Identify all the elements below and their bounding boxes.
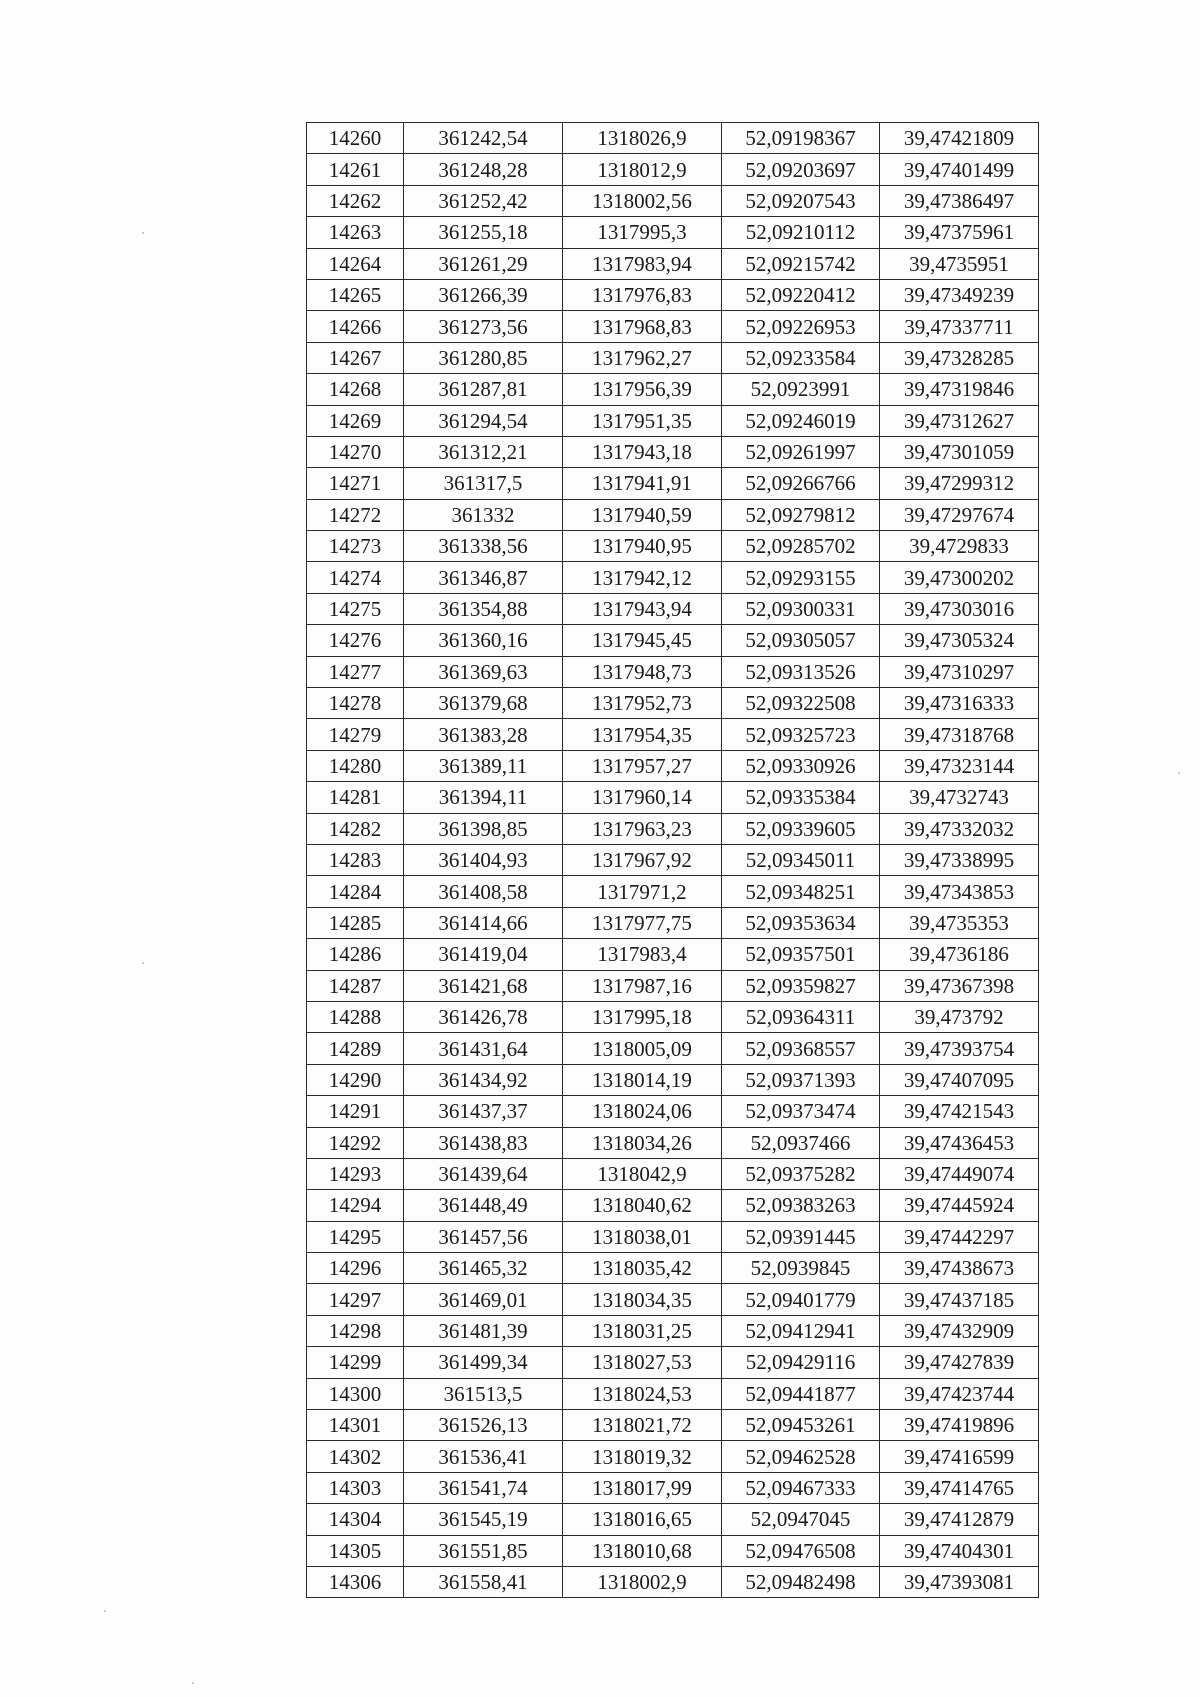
longitude-cell: 39,4736186 xyxy=(880,939,1039,970)
x-coordinate-cell: 361439,64 xyxy=(404,1158,563,1189)
longitude-cell: 39,47300202 xyxy=(880,562,1039,593)
table-row xyxy=(307,311,1039,342)
y-coordinate-cell: 1317940,95 xyxy=(563,531,722,562)
longitude-cell: 39,47442297 xyxy=(880,1221,1039,1252)
longitude-cell: 39,47323144 xyxy=(880,750,1039,781)
point-number-cell: 14292 xyxy=(307,1127,404,1158)
x-coordinate-cell: 361438,83 xyxy=(404,1127,563,1158)
point-number-cell: 14302 xyxy=(307,1441,404,1472)
latitude-cell: 52,09335384 xyxy=(722,782,880,813)
y-coordinate-cell: 1317940,59 xyxy=(563,499,722,530)
table-row xyxy=(307,217,1039,248)
y-coordinate-cell: 1317942,12 xyxy=(563,562,722,593)
latitude-cell: 52,09313526 xyxy=(722,656,880,687)
longitude-cell: 39,4729833 xyxy=(880,531,1039,562)
y-coordinate-cell: 1317960,14 xyxy=(563,782,722,813)
x-coordinate-cell: 361394,11 xyxy=(404,782,563,813)
x-coordinate-cell: 361379,68 xyxy=(404,688,563,719)
table-row xyxy=(307,970,1039,1001)
x-coordinate-cell: 361419,04 xyxy=(404,939,563,970)
latitude-cell: 52,09375282 xyxy=(722,1158,880,1189)
longitude-cell: 39,47316333 xyxy=(880,688,1039,719)
latitude-cell: 52,09246019 xyxy=(722,405,880,436)
point-number-cell: 14261 xyxy=(307,154,404,185)
latitude-cell: 52,09226953 xyxy=(722,311,880,342)
x-coordinate-cell: 361294,54 xyxy=(404,405,563,436)
longitude-cell: 39,47332032 xyxy=(880,813,1039,844)
latitude-cell: 52,09364311 xyxy=(722,1001,880,1032)
y-coordinate-cell: 1317983,94 xyxy=(563,248,722,279)
latitude-cell: 52,09305057 xyxy=(722,625,880,656)
table-row xyxy=(307,625,1039,656)
longitude-cell: 39,47343853 xyxy=(880,876,1039,907)
y-coordinate-cell: 1317963,23 xyxy=(563,813,722,844)
table-row xyxy=(307,279,1039,310)
scan-speck xyxy=(192,1682,194,1684)
y-coordinate-cell: 1317987,16 xyxy=(563,970,722,1001)
point-number-cell: 14287 xyxy=(307,970,404,1001)
point-number-cell: 14271 xyxy=(307,468,404,499)
x-coordinate-cell: 361332 xyxy=(404,499,563,530)
y-coordinate-cell: 1317954,35 xyxy=(563,719,722,750)
table-row xyxy=(307,907,1039,938)
y-coordinate-cell: 1317945,45 xyxy=(563,625,722,656)
x-coordinate-cell: 361255,18 xyxy=(404,217,563,248)
table-row xyxy=(307,844,1039,875)
longitude-cell: 39,47421809 xyxy=(880,123,1039,154)
y-coordinate-cell: 1317971,2 xyxy=(563,876,722,907)
x-coordinate-cell: 361408,58 xyxy=(404,876,563,907)
x-coordinate-cell: 361499,34 xyxy=(404,1347,563,1378)
y-coordinate-cell: 1318024,06 xyxy=(563,1096,722,1127)
y-coordinate-cell: 1317957,27 xyxy=(563,750,722,781)
table-row xyxy=(307,1096,1039,1127)
scan-speck xyxy=(1178,772,1180,774)
x-coordinate-cell: 361465,32 xyxy=(404,1253,563,1284)
latitude-cell: 52,09391445 xyxy=(722,1221,880,1252)
latitude-cell: 52,09325723 xyxy=(722,719,880,750)
latitude-cell: 52,09482498 xyxy=(722,1566,880,1597)
y-coordinate-cell: 1317956,39 xyxy=(563,374,722,405)
table-row xyxy=(307,1190,1039,1221)
point-number-cell: 14276 xyxy=(307,625,404,656)
latitude-cell: 52,09210112 xyxy=(722,217,880,248)
y-coordinate-cell: 1318016,65 xyxy=(563,1504,722,1535)
point-number-cell: 14273 xyxy=(307,531,404,562)
longitude-cell: 39,47423744 xyxy=(880,1378,1039,1409)
point-number-cell: 14301 xyxy=(307,1410,404,1441)
longitude-cell: 39,47419896 xyxy=(880,1410,1039,1441)
scan-speck xyxy=(104,1610,106,1612)
table-row xyxy=(307,1410,1039,1441)
longitude-cell: 39,47375961 xyxy=(880,217,1039,248)
point-number-cell: 14272 xyxy=(307,499,404,530)
point-number-cell: 14295 xyxy=(307,1221,404,1252)
x-coordinate-cell: 361426,78 xyxy=(404,1001,563,1032)
x-coordinate-cell: 361252,42 xyxy=(404,185,563,216)
table-row xyxy=(307,154,1039,185)
y-coordinate-cell: 1318035,42 xyxy=(563,1253,722,1284)
latitude-cell: 52,0937466 xyxy=(722,1127,880,1158)
point-number-cell: 14304 xyxy=(307,1504,404,1535)
longitude-cell: 39,47297674 xyxy=(880,499,1039,530)
table-row xyxy=(307,468,1039,499)
table-row xyxy=(307,1535,1039,1566)
x-coordinate-cell: 361389,11 xyxy=(404,750,563,781)
longitude-cell: 39,47436453 xyxy=(880,1127,1039,1158)
coordinates-table xyxy=(306,122,1039,1598)
longitude-cell: 39,47349239 xyxy=(880,279,1039,310)
longitude-cell: 39,47301059 xyxy=(880,436,1039,467)
y-coordinate-cell: 1317967,92 xyxy=(563,844,722,875)
point-number-cell: 14267 xyxy=(307,342,404,373)
table-row xyxy=(307,1347,1039,1378)
latitude-cell: 52,09233584 xyxy=(722,342,880,373)
scan-speck xyxy=(142,232,144,234)
x-coordinate-cell: 361437,37 xyxy=(404,1096,563,1127)
longitude-cell: 39,47449074 xyxy=(880,1158,1039,1189)
latitude-cell: 52,09300331 xyxy=(722,593,880,624)
y-coordinate-cell: 1318024,53 xyxy=(563,1378,722,1409)
x-coordinate-cell: 361414,66 xyxy=(404,907,563,938)
point-number-cell: 14306 xyxy=(307,1566,404,1597)
latitude-cell: 52,09383263 xyxy=(722,1190,880,1221)
y-coordinate-cell: 1318012,9 xyxy=(563,154,722,185)
table-row xyxy=(307,1064,1039,1095)
point-number-cell: 14293 xyxy=(307,1158,404,1189)
point-number-cell: 14277 xyxy=(307,656,404,687)
y-coordinate-cell: 1318027,53 xyxy=(563,1347,722,1378)
y-coordinate-cell: 1318002,9 xyxy=(563,1566,722,1597)
table-row xyxy=(307,1378,1039,1409)
point-number-cell: 14294 xyxy=(307,1190,404,1221)
latitude-cell: 52,09371393 xyxy=(722,1064,880,1095)
x-coordinate-cell: 361434,92 xyxy=(404,1064,563,1095)
y-coordinate-cell: 1318031,25 xyxy=(563,1315,722,1346)
latitude-cell: 52,09462528 xyxy=(722,1441,880,1472)
point-number-cell: 14296 xyxy=(307,1253,404,1284)
longitude-cell: 39,47427839 xyxy=(880,1347,1039,1378)
table-row xyxy=(307,876,1039,907)
latitude-cell: 52,09215742 xyxy=(722,248,880,279)
x-coordinate-cell: 361266,39 xyxy=(404,279,563,310)
point-number-cell: 14297 xyxy=(307,1284,404,1315)
x-coordinate-cell: 361369,63 xyxy=(404,656,563,687)
x-coordinate-cell: 361383,28 xyxy=(404,719,563,750)
latitude-cell: 52,09476508 xyxy=(722,1535,880,1566)
x-coordinate-cell: 361541,74 xyxy=(404,1472,563,1503)
point-number-cell: 14275 xyxy=(307,593,404,624)
x-coordinate-cell: 361457,56 xyxy=(404,1221,563,1252)
table-row xyxy=(307,405,1039,436)
table-row xyxy=(307,562,1039,593)
x-coordinate-cell: 361280,85 xyxy=(404,342,563,373)
scan-speck xyxy=(142,962,144,964)
point-number-cell: 14281 xyxy=(307,782,404,813)
point-number-cell: 14282 xyxy=(307,813,404,844)
table-row xyxy=(307,436,1039,467)
longitude-cell: 39,4735951 xyxy=(880,248,1039,279)
latitude-cell: 52,09266766 xyxy=(722,468,880,499)
point-number-cell: 14284 xyxy=(307,876,404,907)
latitude-cell: 52,09345011 xyxy=(722,844,880,875)
longitude-cell: 39,47337711 xyxy=(880,311,1039,342)
table-row xyxy=(307,719,1039,750)
y-coordinate-cell: 1318017,99 xyxy=(563,1472,722,1503)
x-coordinate-cell: 361551,85 xyxy=(404,1535,563,1566)
x-coordinate-cell: 361431,64 xyxy=(404,1033,563,1064)
y-coordinate-cell: 1318042,9 xyxy=(563,1158,722,1189)
longitude-cell: 39,47421543 xyxy=(880,1096,1039,1127)
longitude-cell: 39,473792 xyxy=(880,1001,1039,1032)
x-coordinate-cell: 361536,41 xyxy=(404,1441,563,1472)
latitude-cell: 52,09322508 xyxy=(722,688,880,719)
table-row xyxy=(307,342,1039,373)
point-number-cell: 14266 xyxy=(307,311,404,342)
point-number-cell: 14270 xyxy=(307,436,404,467)
x-coordinate-cell: 361404,93 xyxy=(404,844,563,875)
table-row xyxy=(307,1315,1039,1346)
point-number-cell: 14298 xyxy=(307,1315,404,1346)
latitude-cell: 52,09373474 xyxy=(722,1096,880,1127)
longitude-cell: 39,47367398 xyxy=(880,970,1039,1001)
longitude-cell: 39,47303016 xyxy=(880,593,1039,624)
longitude-cell: 39,47404301 xyxy=(880,1535,1039,1566)
point-number-cell: 14290 xyxy=(307,1064,404,1095)
latitude-cell: 52,09353634 xyxy=(722,907,880,938)
x-coordinate-cell: 361354,88 xyxy=(404,593,563,624)
table-row xyxy=(307,939,1039,970)
point-number-cell: 14285 xyxy=(307,907,404,938)
table-row xyxy=(307,782,1039,813)
longitude-cell: 39,47299312 xyxy=(880,468,1039,499)
latitude-cell: 52,09198367 xyxy=(722,123,880,154)
point-number-cell: 14274 xyxy=(307,562,404,593)
latitude-cell: 52,09357501 xyxy=(722,939,880,970)
longitude-cell: 39,47319846 xyxy=(880,374,1039,405)
point-number-cell: 14286 xyxy=(307,939,404,970)
point-number-cell: 14263 xyxy=(307,217,404,248)
x-coordinate-cell: 361287,81 xyxy=(404,374,563,405)
longitude-cell: 39,47401499 xyxy=(880,154,1039,185)
latitude-cell: 52,09203697 xyxy=(722,154,880,185)
latitude-cell: 52,09429116 xyxy=(722,1347,880,1378)
x-coordinate-cell: 361338,56 xyxy=(404,531,563,562)
table-row xyxy=(307,1504,1039,1535)
point-number-cell: 14303 xyxy=(307,1472,404,1503)
latitude-cell: 52,09207543 xyxy=(722,185,880,216)
table-row xyxy=(307,1127,1039,1158)
y-coordinate-cell: 1317968,83 xyxy=(563,311,722,342)
y-coordinate-cell: 1317941,91 xyxy=(563,468,722,499)
longitude-cell: 39,4735353 xyxy=(880,907,1039,938)
x-coordinate-cell: 361317,5 xyxy=(404,468,563,499)
x-coordinate-cell: 361242,54 xyxy=(404,123,563,154)
x-coordinate-cell: 361469,01 xyxy=(404,1284,563,1315)
latitude-cell: 52,09339605 xyxy=(722,813,880,844)
longitude-cell: 39,47432909 xyxy=(880,1315,1039,1346)
x-coordinate-cell: 361421,68 xyxy=(404,970,563,1001)
y-coordinate-cell: 1317977,75 xyxy=(563,907,722,938)
latitude-cell: 52,09401779 xyxy=(722,1284,880,1315)
longitude-cell: 39,47393754 xyxy=(880,1033,1039,1064)
latitude-cell: 52,09293155 xyxy=(722,562,880,593)
longitude-cell: 39,47407095 xyxy=(880,1064,1039,1095)
y-coordinate-cell: 1318040,62 xyxy=(563,1190,722,1221)
coordinates-table-body xyxy=(307,123,1039,1598)
point-number-cell: 14278 xyxy=(307,688,404,719)
table-row xyxy=(307,185,1039,216)
latitude-cell: 52,0947045 xyxy=(722,1504,880,1535)
y-coordinate-cell: 1318002,56 xyxy=(563,185,722,216)
point-number-cell: 14265 xyxy=(307,279,404,310)
table-row xyxy=(307,688,1039,719)
y-coordinate-cell: 1318026,9 xyxy=(563,123,722,154)
longitude-cell: 39,47312627 xyxy=(880,405,1039,436)
longitude-cell: 39,4732743 xyxy=(880,782,1039,813)
latitude-cell: 52,09453261 xyxy=(722,1410,880,1441)
y-coordinate-cell: 1318019,32 xyxy=(563,1441,722,1472)
table-row xyxy=(307,374,1039,405)
latitude-cell: 52,09368557 xyxy=(722,1033,880,1064)
x-coordinate-cell: 361526,13 xyxy=(404,1410,563,1441)
x-coordinate-cell: 361261,29 xyxy=(404,248,563,279)
longitude-cell: 39,47338995 xyxy=(880,844,1039,875)
y-coordinate-cell: 1318014,19 xyxy=(563,1064,722,1095)
point-number-cell: 14262 xyxy=(307,185,404,216)
point-number-cell: 14305 xyxy=(307,1535,404,1566)
latitude-cell: 52,09348251 xyxy=(722,876,880,907)
y-coordinate-cell: 1318005,09 xyxy=(563,1033,722,1064)
table-row xyxy=(307,123,1039,154)
x-coordinate-cell: 361545,19 xyxy=(404,1504,563,1535)
y-coordinate-cell: 1318034,35 xyxy=(563,1284,722,1315)
point-number-cell: 14268 xyxy=(307,374,404,405)
y-coordinate-cell: 1317952,73 xyxy=(563,688,722,719)
longitude-cell: 39,47386497 xyxy=(880,185,1039,216)
y-coordinate-cell: 1317943,94 xyxy=(563,593,722,624)
table-row xyxy=(307,1033,1039,1064)
longitude-cell: 39,47412879 xyxy=(880,1504,1039,1535)
longitude-cell: 39,47438673 xyxy=(880,1253,1039,1284)
longitude-cell: 39,47318768 xyxy=(880,719,1039,750)
longitude-cell: 39,47310297 xyxy=(880,656,1039,687)
x-coordinate-cell: 361481,39 xyxy=(404,1315,563,1346)
latitude-cell: 52,09261997 xyxy=(722,436,880,467)
point-number-cell: 14260 xyxy=(307,123,404,154)
table-row xyxy=(307,1158,1039,1189)
table-row xyxy=(307,1441,1039,1472)
table-row xyxy=(307,1221,1039,1252)
point-number-cell: 14288 xyxy=(307,1001,404,1032)
y-coordinate-cell: 1317995,3 xyxy=(563,217,722,248)
table-row xyxy=(307,248,1039,279)
table-row xyxy=(307,656,1039,687)
x-coordinate-cell: 361248,28 xyxy=(404,154,563,185)
longitude-cell: 39,47328285 xyxy=(880,342,1039,373)
x-coordinate-cell: 361398,85 xyxy=(404,813,563,844)
longitude-cell: 39,47393081 xyxy=(880,1566,1039,1597)
point-number-cell: 14283 xyxy=(307,844,404,875)
point-number-cell: 14280 xyxy=(307,750,404,781)
latitude-cell: 52,09285702 xyxy=(722,531,880,562)
latitude-cell: 52,09441877 xyxy=(722,1378,880,1409)
latitude-cell: 52,0923991 xyxy=(722,374,880,405)
latitude-cell: 52,09330926 xyxy=(722,750,880,781)
table-row xyxy=(307,1253,1039,1284)
point-number-cell: 14279 xyxy=(307,719,404,750)
x-coordinate-cell: 361360,16 xyxy=(404,625,563,656)
longitude-cell: 39,47437185 xyxy=(880,1284,1039,1315)
longitude-cell: 39,47445924 xyxy=(880,1190,1039,1221)
y-coordinate-cell: 1317948,73 xyxy=(563,656,722,687)
point-number-cell: 14264 xyxy=(307,248,404,279)
point-number-cell: 14299 xyxy=(307,1347,404,1378)
table-row xyxy=(307,813,1039,844)
table-row xyxy=(307,750,1039,781)
y-coordinate-cell: 1317951,35 xyxy=(563,405,722,436)
y-coordinate-cell: 1317943,18 xyxy=(563,436,722,467)
table-row xyxy=(307,531,1039,562)
y-coordinate-cell: 1317962,27 xyxy=(563,342,722,373)
table-row xyxy=(307,1001,1039,1032)
latitude-cell: 52,09220412 xyxy=(722,279,880,310)
point-number-cell: 14300 xyxy=(307,1378,404,1409)
table-row xyxy=(307,1284,1039,1315)
latitude-cell: 52,0939845 xyxy=(722,1253,880,1284)
x-coordinate-cell: 361558,41 xyxy=(404,1566,563,1597)
y-coordinate-cell: 1318010,68 xyxy=(563,1535,722,1566)
table-row xyxy=(307,499,1039,530)
y-coordinate-cell: 1318034,26 xyxy=(563,1127,722,1158)
y-coordinate-cell: 1318021,72 xyxy=(563,1410,722,1441)
y-coordinate-cell: 1317983,4 xyxy=(563,939,722,970)
x-coordinate-cell: 361312,21 xyxy=(404,436,563,467)
table-row xyxy=(307,593,1039,624)
latitude-cell: 52,09467333 xyxy=(722,1472,880,1503)
latitude-cell: 52,09359827 xyxy=(722,970,880,1001)
point-number-cell: 14269 xyxy=(307,405,404,436)
point-number-cell: 14291 xyxy=(307,1096,404,1127)
x-coordinate-cell: 361346,87 xyxy=(404,562,563,593)
x-coordinate-cell: 361513,5 xyxy=(404,1378,563,1409)
longitude-cell: 39,47305324 xyxy=(880,625,1039,656)
x-coordinate-cell: 361448,49 xyxy=(404,1190,563,1221)
y-coordinate-cell: 1317995,18 xyxy=(563,1001,722,1032)
latitude-cell: 52,09279812 xyxy=(722,499,880,530)
y-coordinate-cell: 1318038,01 xyxy=(563,1221,722,1252)
point-number-cell: 14289 xyxy=(307,1033,404,1064)
longitude-cell: 39,47414765 xyxy=(880,1472,1039,1503)
y-coordinate-cell: 1317976,83 xyxy=(563,279,722,310)
table-row xyxy=(307,1566,1039,1597)
latitude-cell: 52,09412941 xyxy=(722,1315,880,1346)
longitude-cell: 39,47416599 xyxy=(880,1441,1039,1472)
table-row xyxy=(307,1472,1039,1503)
x-coordinate-cell: 361273,56 xyxy=(404,311,563,342)
